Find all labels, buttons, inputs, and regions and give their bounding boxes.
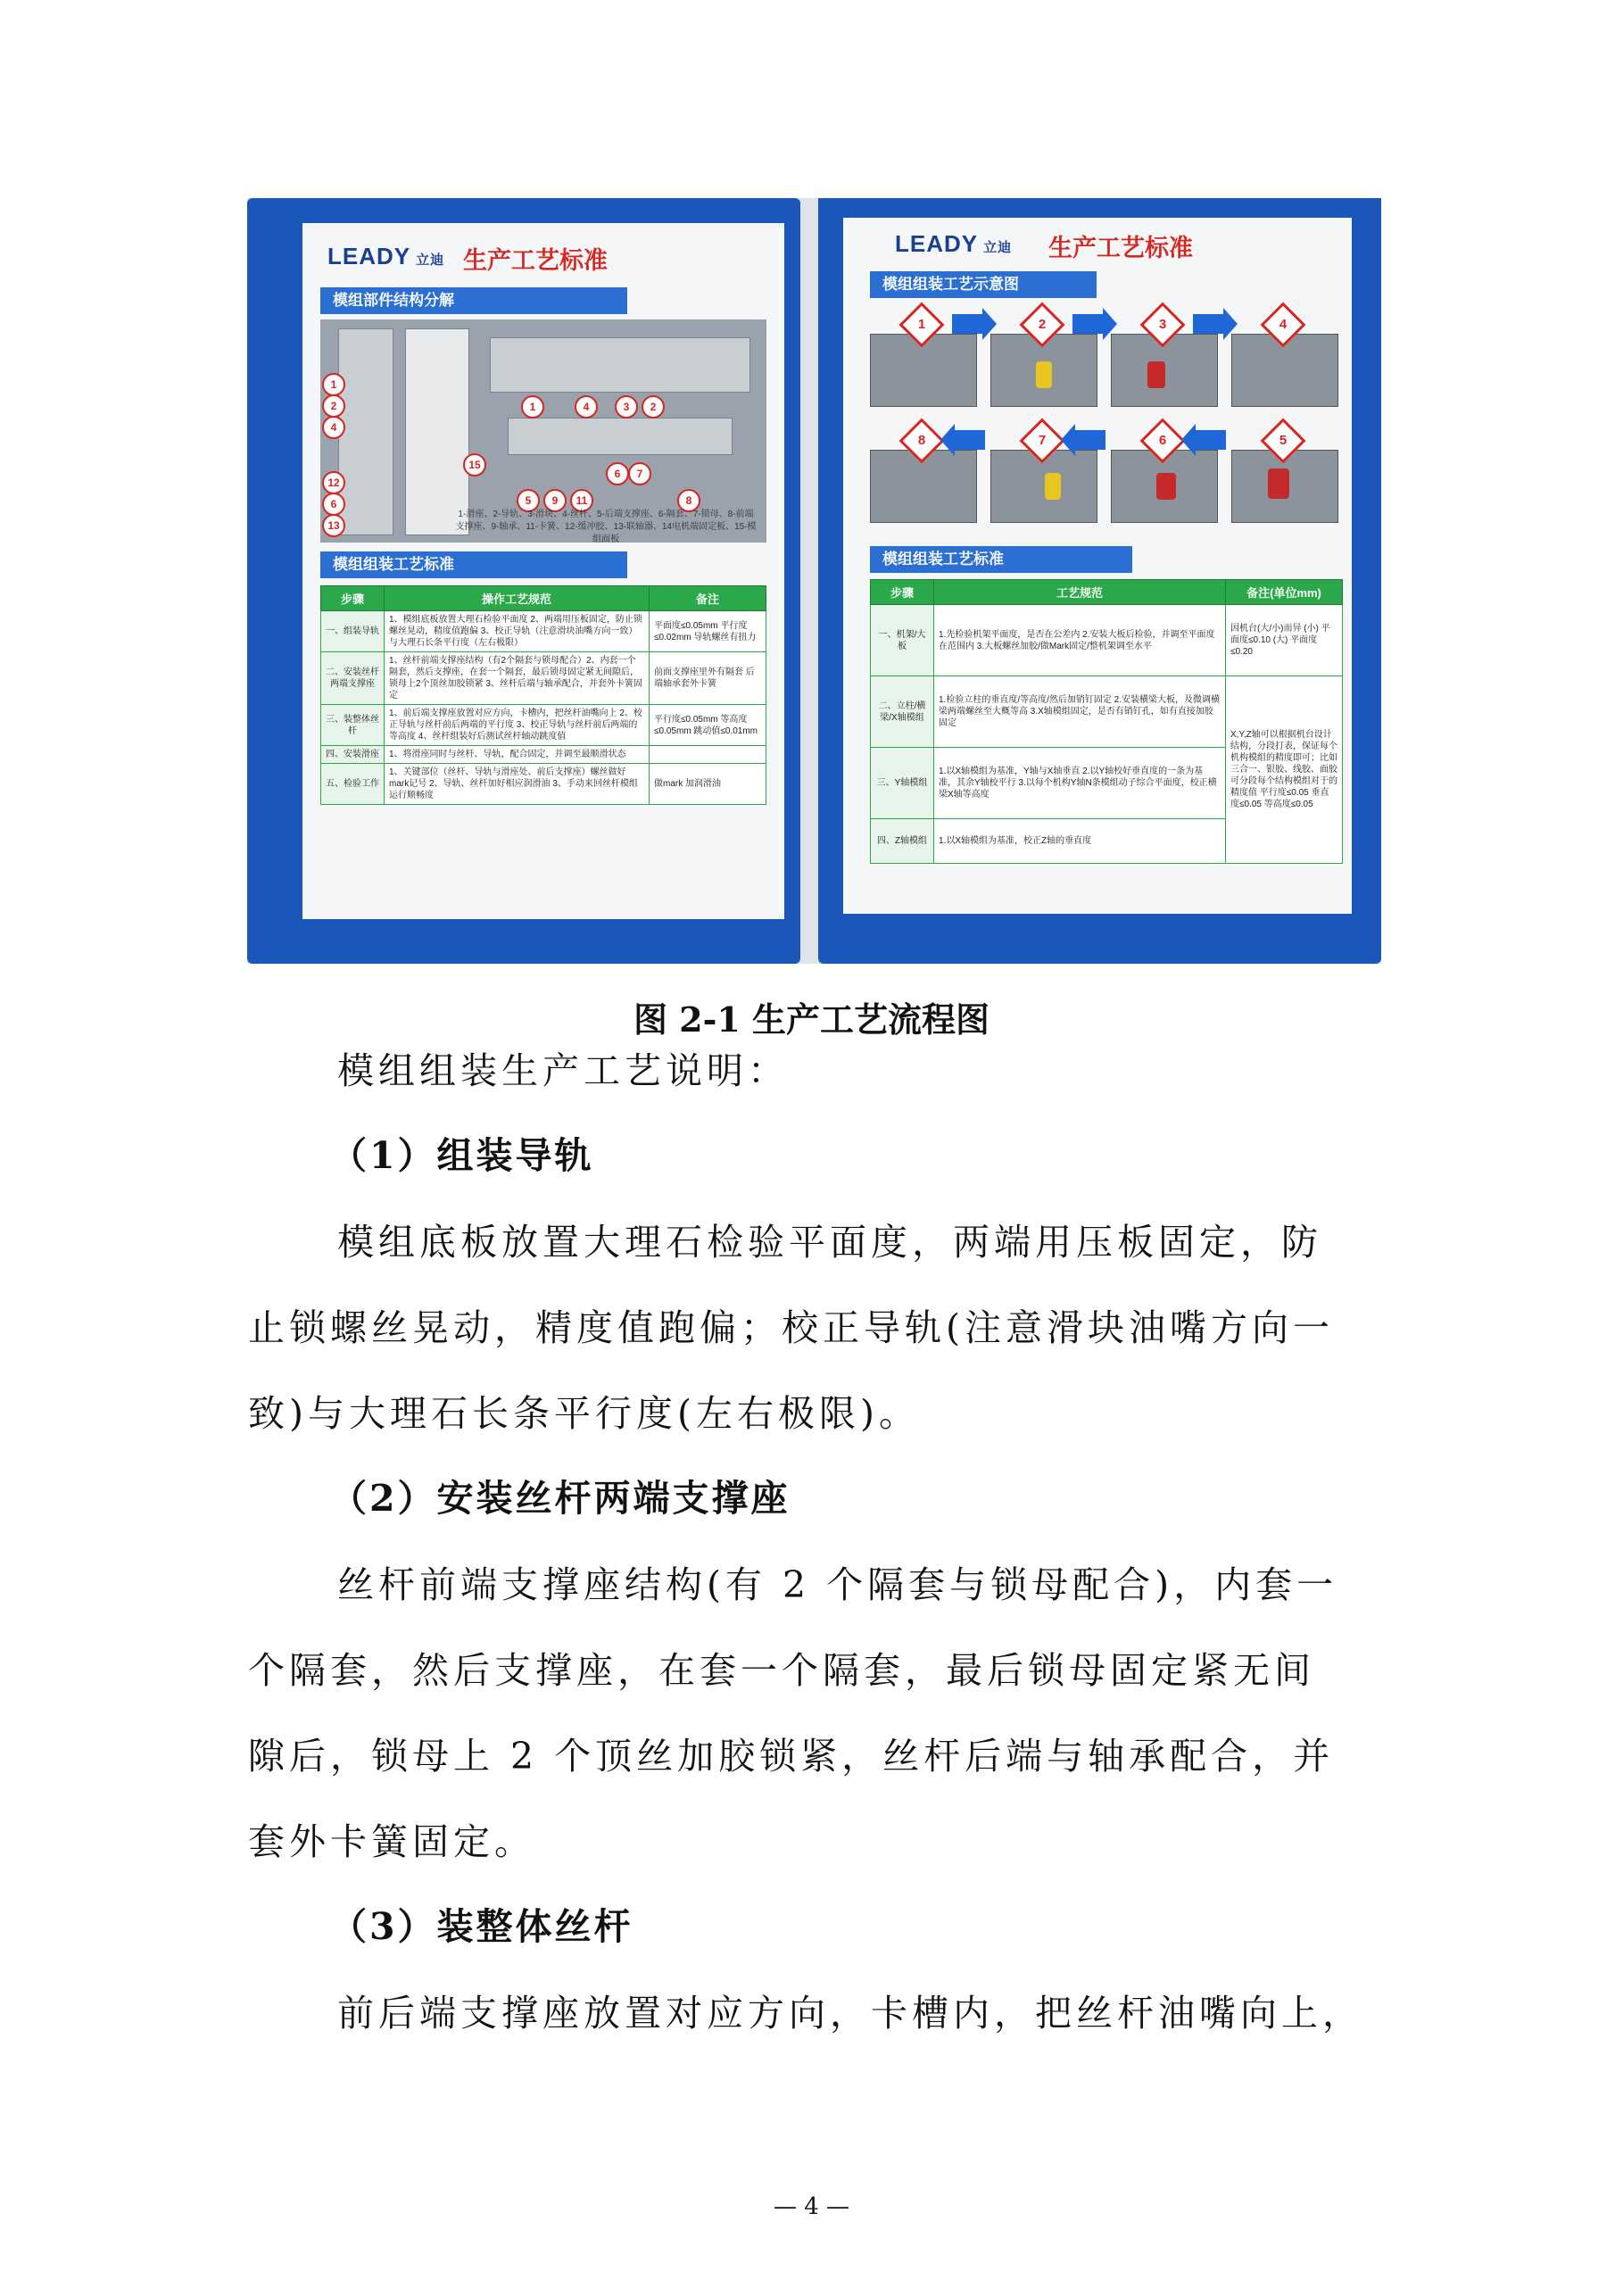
col-spec: 操作工艺规范	[385, 586, 650, 611]
arrow-left-icon	[955, 430, 985, 450]
arrow-left-icon	[1196, 430, 1226, 450]
right-board-sheet	[843, 218, 1352, 914]
table-row: 三、Y轴模组 1.以X轴模组为基准，Y轴与X轴垂直 2.以Y轴校好垂直度的一条为基准，其余Y轴校平行 3.以每个机构Y轴N条模组动子综合平面度，校正横梁X轴等高度	[871, 748, 1343, 819]
figure-caption: 图 2-1 生产工艺流程图	[633, 999, 990, 1040]
table-row: 三、装整体丝杆 1、前后端支撑座放置对应方向，卡槽内，把丝杆油嘴向上 2、校正导轨与丝杆前后两端的平行度 3、校正导轨与丝杆前后两端的等高度 4、丝杆组装好后测试丝杆轴动跳度值 平行度≤0.05mm 等高度≤0.05mm 跳动值≤0.01mm	[321, 705, 766, 746]
page-number: — 4 —	[773, 2193, 850, 2220]
col-note: 备注	[650, 586, 766, 611]
right-section-diagram: 模组组装工艺示意图	[870, 271, 1097, 298]
section-1-line-2: 止锁螺丝晃动，精度值跑偏；校正导轨(注意滑块油嘴方向一	[248, 1306, 1334, 1349]
table-row: 四、安装滑座 1、将滑座同时与丝杆、导轨，配合固定，并调至最顺滑状态	[321, 746, 766, 764]
right-section-standard: 模组组装工艺标准	[870, 546, 1132, 573]
arrow-right-icon	[1193, 314, 1223, 334]
step-7-marker: 7	[1020, 419, 1065, 464]
parts-legend: 1-滑座、2-导轨、3-滑块、4-丝杆、5-后端支撑座、6-隔套、7-锁母、8-前端支撑座、9-轴承、11-卡簧、12-缓冲胶、13-联轴器、14电机端固定板、15-模组面板	[455, 510, 757, 544]
col-note: 备注(单位mm)	[1226, 580, 1343, 605]
left-process-table	[320, 585, 766, 805]
right-board	[818, 198, 1381, 964]
section-3-heading: （3）装整体丝杆	[330, 1905, 633, 1948]
left-brand-logo: LEADY 立迪	[327, 243, 445, 269]
table-row: 一、机架/大板 1.先检验机架平面度，是否在公差内 2.安装大板后检验，并调至平面度在范围内 3.大板螺丝加胶/做Mark固定/整机架调至水平 因机台(大/小)而异 (小) 平面度≤0.10 (大) 平面度≤0.20	[871, 605, 1343, 676]
section-1-line-1: 模组底板放置大理石检验平面度，两端用压板固定，防	[337, 1221, 1322, 1264]
step-4-marker: 4	[1261, 303, 1306, 348]
section-3-line-1: 前后端支撑座放置对应方向，卡槽内，把丝杆油嘴向上，	[337, 1992, 1363, 2035]
section-1-line-3: 致)与大理石长条平行度(左右极限)。	[248, 1392, 920, 1435]
col-step: 步骤	[871, 580, 934, 605]
step-6-marker: 6	[1140, 419, 1186, 464]
left-section-parts: 模组部件结构分解	[320, 287, 627, 314]
arrow-left-icon	[1075, 430, 1105, 450]
right-board-title: 生产工艺标准	[1048, 235, 1193, 261]
section-2-line-1: 丝杆前端支撑座结构(有 2 个隔套与锁母配合)，内套一	[337, 1563, 1338, 1606]
table-row: 五、检验工作 1、关键部位（丝杆、导轨与滑座处、前后支撑座）螺丝做好mark记号 2、导轨、丝杆加好相应润滑油 3、手动来回丝杆模组运行顺畅度 做mark 加润滑油	[321, 764, 766, 805]
col-spec: 工艺规范	[934, 580, 1226, 605]
assembly-flow-diagram	[870, 307, 1343, 530]
col-step: 步骤	[321, 586, 385, 611]
table-row: 四、Z轴模组 1.以X轴模组为基准，校正Z轴的垂直度	[871, 819, 1343, 864]
section-2-line-2: 个隔套，然后支撑座，在套一个隔套，最后锁母固定紧无间	[248, 1649, 1315, 1692]
step-1-marker: 1	[899, 303, 945, 348]
arrow-right-icon	[952, 314, 982, 334]
module-exploded-photo: 1 2 4 12 6 13 15 1 4 3 2 5 9 11 6 7 8	[320, 319, 766, 543]
section-2-line-4: 套外卡簧固定。	[248, 1820, 535, 1863]
figure-photo	[247, 198, 1381, 964]
left-section-standard: 模组组装工艺标准	[320, 551, 627, 578]
intro-line: 模组组装生产工艺说明：	[337, 1049, 789, 1092]
right-brand-logo: LEADY 立迪	[895, 230, 1013, 257]
step-2-marker: 2	[1020, 303, 1065, 348]
step-8-marker: 8	[899, 419, 945, 464]
left-board-sheet	[302, 223, 784, 919]
section-2-line-3: 隙后，锁母上 2 个顶丝加胶锁紧，丝杆后端与轴承配合，并	[248, 1735, 1335, 1778]
step-5-marker: 5	[1261, 419, 1306, 464]
section-2-heading: （2）安装丝杆两端支撑座	[330, 1477, 791, 1520]
left-board-title: 生产工艺标准	[463, 247, 608, 274]
left-board	[247, 198, 800, 964]
right-process-table	[870, 579, 1343, 864]
table-row: 二、立柱/横梁/X轴模组 1.检验立柱的垂直度/等高度/然后加销钉固定 2.安装横梁大板，及微调横梁两端螺丝至大概等高 3.X轴模组固定，是否有销钉孔，如有直接加胶固定 X,Y,Z轴可以根据机台设计结构，分段打表，保证每个机构模组的精度即可；比如三合一、银胶、线胶、面胶可分段每个结构模组对于的精度值 平行度≤0.05 垂直度≤0.05 等高度≤0.05	[871, 676, 1343, 748]
table-row: 一、组装导轨 1、模组底板放置大理石检验平面度 2、两端用压板固定，防止锁螺丝晃动，精度值跑偏 3、校正导轨（注意滑块油嘴方向一致）与大理石长条平行度（左右极限） 平面度≤0.05mm 平行度≤0.02mm 导轨螺丝有扭力	[321, 611, 766, 652]
table-row: 二、安装丝杆两端支撑座 1、丝杆前端支撑座结构（有2个隔套与锁母配合）2、内套一个隔套，然后支撑座，在套一个隔套，最后锁母固定紧无间隙后，锁母上2个顶丝加胶锁紧 3、丝杆后端与轴承配合，并套外卡簧固定 前面支撑座里外有隔套 后端轴承套外卡簧	[321, 652, 766, 705]
step-3-marker: 3	[1140, 303, 1186, 348]
arrow-right-icon	[1072, 314, 1103, 334]
section-1-heading: （1）组装导轨	[330, 1134, 594, 1177]
